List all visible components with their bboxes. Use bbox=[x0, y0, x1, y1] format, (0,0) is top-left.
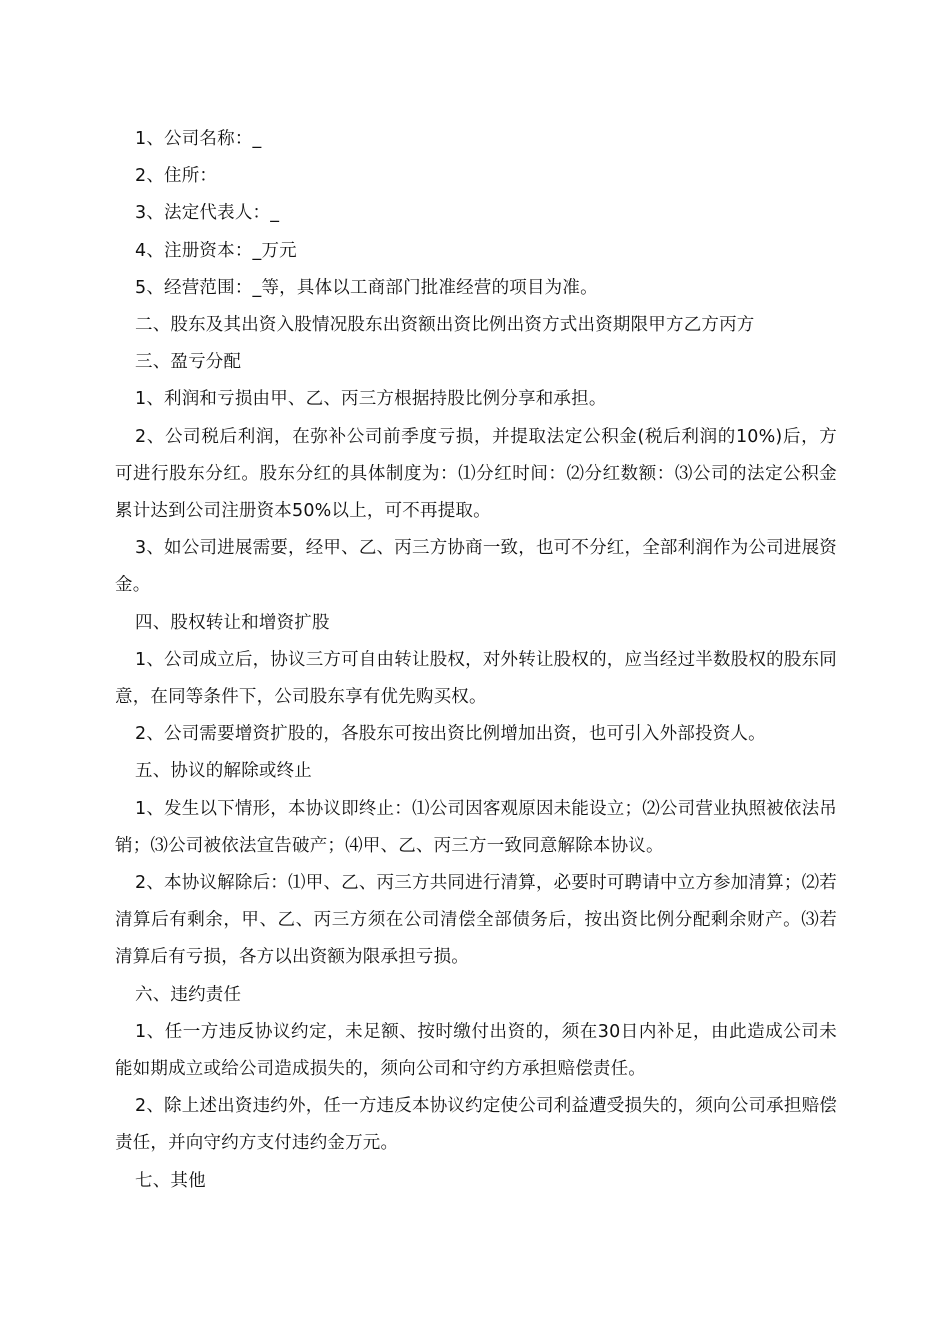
profit-loss-clause-3: 3、如公司进展需要，经甲、乙、丙三方协商一致，也可不分红，全部利润作为公司进展资金。 bbox=[115, 538, 837, 596]
business-scope-item: 5、经营范围：_等，具体以工商部门批准经营的项目为准。 bbox=[135, 277, 598, 298]
section-heading-other: 七、其他 bbox=[135, 1170, 206, 1191]
section-heading-termination: 五、协议的解除或终止 bbox=[135, 761, 312, 782]
equity-transfer-clause-2: 2、公司需要增资扩股的，各股东可按出资比例增加出资，也可引入外部投资人。 bbox=[135, 724, 766, 745]
profit-loss-clause-1: 1、利润和亏损由甲、乙、丙三方根据持股比例分享和承担。 bbox=[135, 389, 607, 410]
section-heading-profit-loss: 三、盈亏分配 bbox=[135, 352, 242, 373]
equity-transfer-clause-1: 1、公司成立后，协议三方可自由转让股权，对外转让股权的，应当经过半数股权的股东同意，在同等条件下，公司股东享有优先购买权。 bbox=[115, 649, 837, 708]
termination-clause-1: 1、发生以下情形，本协议即终止：⑴公司因客观原因未能设立；⑵公司营业执照被依法吊销；⑶公司被依法宣告破产；⑷甲、乙、丙三方一致同意解除本协议。 bbox=[115, 798, 837, 856]
profit-loss-clause-2: 2、公司税后利润，在弥补公司前季度亏损，并提取法定公积金(税后利润的10%)后，方可进行股东分红。股东分红的具体制度为：⑴分红时间：⑵分红数额：⑶公司的法定公积金累计达到公司注册资本50%以上，可不再提取。 bbox=[115, 426, 837, 522]
liability-clause-1: 1、任一方违反协议约定，未足额、按时缴付出资的，须在30日内补足，由此造成公司未能如期成立或给公司造成损失的，须向公司和守约方承担赔偿责任。 bbox=[115, 1021, 837, 1080]
legal-representative-item: 3、法定代表人：_ bbox=[135, 203, 280, 224]
address-item: 2、住所： bbox=[135, 166, 218, 187]
liability-clause-2: 2、除上述出资违约外，任一方违反本协议约定使公司利益遭受损失的，须向公司承担赔偿责任，并向守约方支付违约金万元。 bbox=[115, 1096, 837, 1154]
registered-capital-item: 4、注册资本：_万元 bbox=[135, 240, 297, 261]
section-heading-equity-transfer: 四、股权转让和增资扩股 bbox=[135, 612, 330, 633]
termination-clause-2: 2、本协议解除后：⑴甲、乙、丙三方共同进行清算，必要时可聘请中立方参加清算；⑵若清算后有剩余，甲、乙、丙三方须在公司清偿全部债务后，按出资比例分配剩余财产。⑶若清算后有亏损，各方以出资额为限承担亏损。 bbox=[115, 873, 837, 968]
document-body bbox=[115, 121, 837, 1200]
company-name-item: 1、公司名称：_ bbox=[135, 129, 262, 149]
section-heading-liability: 六、违约责任 bbox=[135, 984, 242, 1005]
section-heading-shareholders: 二、股东及其出资入股情况股东出资额出资比例出资方式出资期限甲方乙方丙方 bbox=[135, 315, 755, 336]
